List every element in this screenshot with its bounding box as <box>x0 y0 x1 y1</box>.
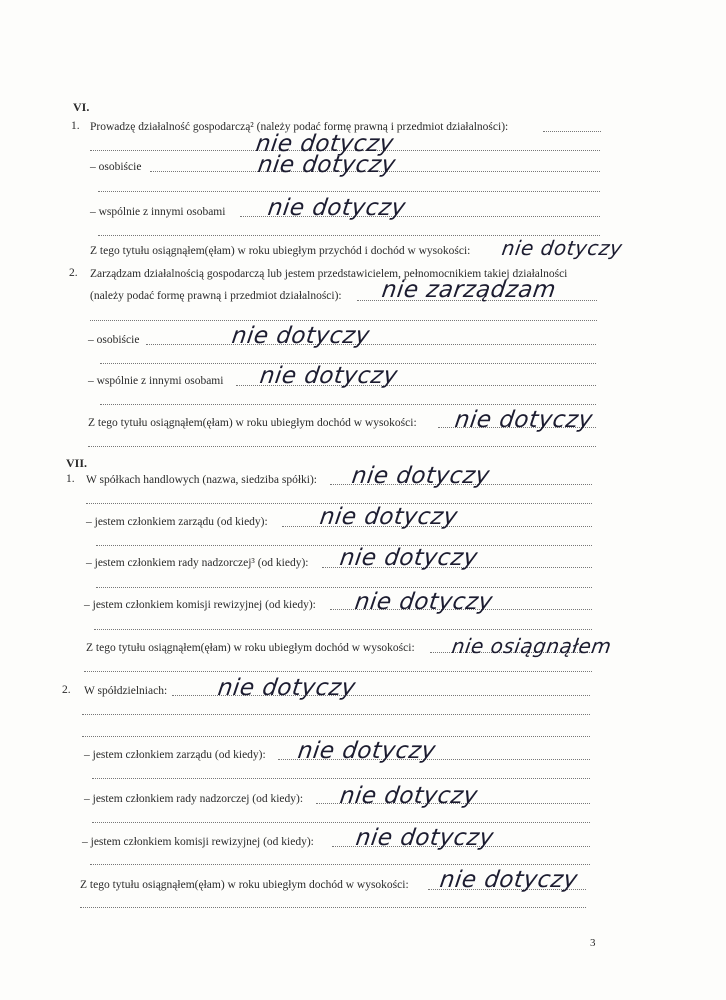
dotted-line <box>96 587 592 588</box>
dotted-line <box>98 191 600 192</box>
handwritten-answer: nie dotyczy <box>350 463 492 489</box>
item-vi-2-text-line1: Zarządzam działalnością gospodarczą lub jestem przedstawicielem, pełnomocnikiem takiej działalności <box>90 268 568 280</box>
income-label: Z tego tytułu osiągnąłem(ęłam) w roku ubiegłym dochód w wysokości: <box>80 879 409 891</box>
dotted-line <box>100 404 596 405</box>
dotted-line <box>80 907 586 908</box>
handwritten-answer: nie dotyczy <box>318 504 460 530</box>
income-label: Z tego tytułu osiągnąłem(ęłam) w roku ubiegłym przychód i dochód w wysokości: <box>90 245 471 257</box>
audit-label: – jestem członkiem komisji rewizyjnej (od kiedy): <box>82 836 314 848</box>
income-label: Z tego tytułu osiągnąłem(ęłam) w roku ubiegłym dochód w wysokości: <box>88 417 417 429</box>
board-label: – jestem członkiem zarządu (od kiedy): <box>84 749 266 761</box>
item-vii-2-number: 2. <box>62 684 71 696</box>
dotted-line <box>88 446 596 447</box>
item-vi-1-number: 1. <box>71 120 80 132</box>
dotted-line <box>84 671 592 672</box>
handwritten-answer: nie dotyczy <box>353 589 495 615</box>
dotted-line <box>82 714 590 715</box>
item-vi-2-text-line2: (należy podać formę prawną i przedmiot działalności): <box>90 290 342 302</box>
dotted-line <box>92 778 590 779</box>
handwritten-answer: nie dotyczy <box>438 867 580 893</box>
handwritten-answer: nie dotyczy <box>338 545 480 571</box>
handwritten-answer: nie dotyczy <box>258 363 400 389</box>
dotted-line <box>90 320 597 321</box>
handwritten-answer: nie dotyczy <box>453 407 595 433</box>
dotted-line <box>90 864 590 865</box>
handwritten-answer: nie dotyczy <box>216 675 358 701</box>
item-vii-1-number: 1. <box>66 473 75 485</box>
handwritten-answer: nie dotyczy <box>230 323 372 349</box>
item-vi-1-text: Prowadzę działalność gospodarczą² (należy podać formę prawną i przedmiot działalności): <box>90 121 509 133</box>
item-vi-2-number: 2. <box>69 267 78 279</box>
page-number: 3 <box>590 937 596 949</box>
personally-label: – osobiście <box>88 334 140 346</box>
item-vii-2-text: W spółdzielniach: <box>84 685 168 697</box>
item-vii-1-text: W spółkach handlowych (nazwa, siedziba spółki): <box>86 474 317 486</box>
section-vi-heading: VI. <box>73 100 90 114</box>
audit-label: – jestem członkiem komisji rewizyjnej (od kiedy): <box>84 599 316 611</box>
handwritten-answer: nie dotyczy <box>354 825 496 851</box>
section-vii-heading: VII. <box>66 456 88 470</box>
handwritten-answer: nie osiągnąłem <box>450 634 614 658</box>
jointly-label: – wspólnie z innymi osobami <box>88 375 224 387</box>
dotted-line <box>146 344 596 345</box>
dotted-line <box>543 131 601 132</box>
dotted-line <box>94 629 592 630</box>
board-label: – jestem członkiem zarządu (od kiedy): <box>86 516 268 528</box>
handwritten-answer: nie zarządzam <box>380 277 558 303</box>
handwritten-answer: nie dotyczy <box>254 131 396 157</box>
personally-label: – osobiście <box>90 161 142 173</box>
dotted-line <box>92 822 590 823</box>
jointly-label: – wspólnie z innymi osobami <box>90 206 226 218</box>
handwritten-answer: nie dotyczy <box>256 152 398 178</box>
handwritten-answer: nie dotyczy <box>296 738 438 764</box>
handwritten-answer: nie dotyczy <box>338 783 480 809</box>
supervisory-label: – jestem członkiem rady nadzorczej³ (od kiedy): <box>86 557 309 569</box>
supervisory-label: – jestem członkiem rady nadzorczej (od kiedy): <box>84 793 304 805</box>
income-label: Z tego tytułu osiągnąłem(ęłam) w roku ubiegłym dochód w wysokości: <box>86 642 415 654</box>
dotted-line <box>82 736 590 737</box>
handwritten-answer: nie dotyczy <box>500 236 625 260</box>
handwritten-answer: nie dotyczy <box>266 195 408 221</box>
